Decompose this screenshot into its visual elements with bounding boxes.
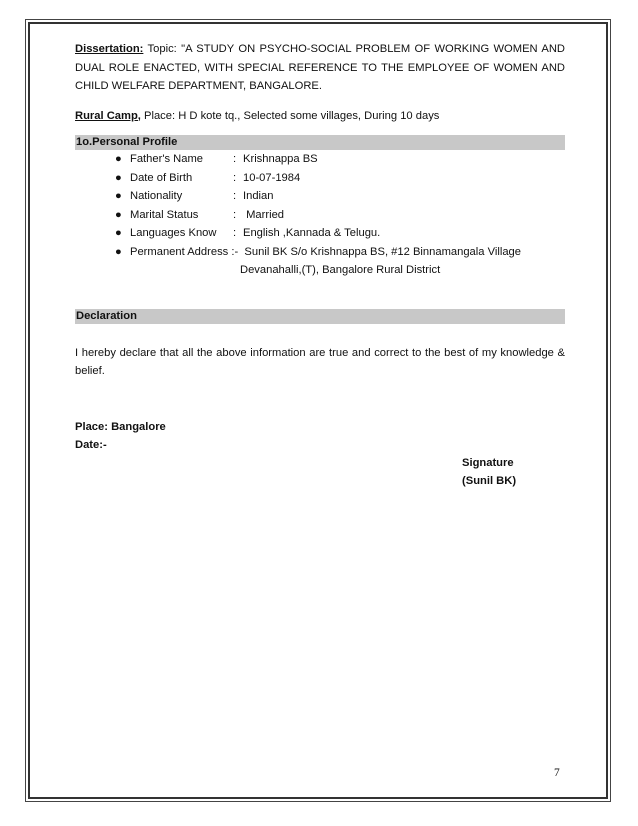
- dissertation-paragraph: [75, 40, 565, 96]
- profile-separator: :: [233, 153, 237, 165]
- profile-label: Languages Know: [130, 227, 217, 239]
- profile-separator: :: [233, 171, 237, 184]
- address-label: Permanent Address :-: [130, 245, 239, 258]
- bullet-icon: ●: [115, 208, 122, 221]
- address-line-2: Devanahalli,(T), Bangalore Rural District: [240, 264, 441, 276]
- profile-value: Indian: [243, 190, 274, 202]
- personal-profile-list: [75, 150, 565, 261]
- rural-camp-paragraph: [75, 107, 565, 126]
- rural-camp-text: Place: H D kote tq., Selected some villages, During 10 days: [140, 109, 440, 122]
- profile-value: 10-07-1984: [243, 171, 301, 184]
- profile-value: Krishnappa BS: [243, 153, 318, 165]
- personal-profile-heading: 1o.Personal Profile: [75, 135, 565, 150]
- profile-separator: :: [233, 208, 237, 221]
- date-line: Date:-: [75, 439, 107, 451]
- document-body: [75, 40, 565, 491]
- address-line-1: Sunil BK S/o Krishnappa BS, #12 Binnamangala Village: [244, 245, 521, 258]
- profile-item-nationality: [75, 187, 565, 206]
- profile-separator: :: [233, 190, 237, 202]
- profile-label: Marital Status: [130, 208, 199, 221]
- profile-item-fathers-name: [75, 150, 565, 169]
- page-number: 7: [554, 767, 560, 779]
- profile-item-permanent-address: [75, 243, 565, 262]
- profile-label: Nationality: [130, 190, 183, 202]
- profile-label: Date of Birth: [130, 171, 193, 184]
- profile-value: English ,Kannada & Telugu.: [243, 227, 381, 239]
- dissertation-label: Dissertation:: [75, 43, 144, 55]
- dissertation-text: Topic: "A STUDY ON PSYCHO-SOCIAL PROBLEM OF WORKING WOMEN AND DUAL ROLE ENACTED, WITH SPECIAL REFERENCE TO THE EMPLOYEE OF WOMEN AND CHILD WELFARE DEPARTMENT, BANGALORE.: [75, 43, 565, 92]
- place-line: Place: Bangalore: [75, 420, 166, 433]
- bullet-icon: ●: [115, 171, 122, 184]
- bullet-icon: ●: [115, 245, 122, 258]
- profile-separator: :: [233, 227, 237, 239]
- profile-item-languages: [75, 224, 565, 243]
- profile-item-marital-status: [75, 206, 565, 225]
- declaration-text: I hereby declare that all the above information are true and correct to the best of my knowledge & belief.: [75, 346, 565, 377]
- declaration-heading: Declaration: [75, 309, 565, 324]
- profile-value: Married: [243, 208, 285, 221]
- signature-name: (Sunil BK): [462, 475, 517, 487]
- bullet-icon: ●: [115, 227, 122, 239]
- rural-camp-label: Rural Camp,: [75, 109, 141, 122]
- signature-label: Signature: [462, 456, 514, 469]
- bullet-icon: ●: [115, 153, 122, 165]
- profile-label: Father's Name: [130, 153, 204, 165]
- bullet-icon: ●: [115, 190, 122, 202]
- profile-item-date-of-birth: [75, 169, 565, 188]
